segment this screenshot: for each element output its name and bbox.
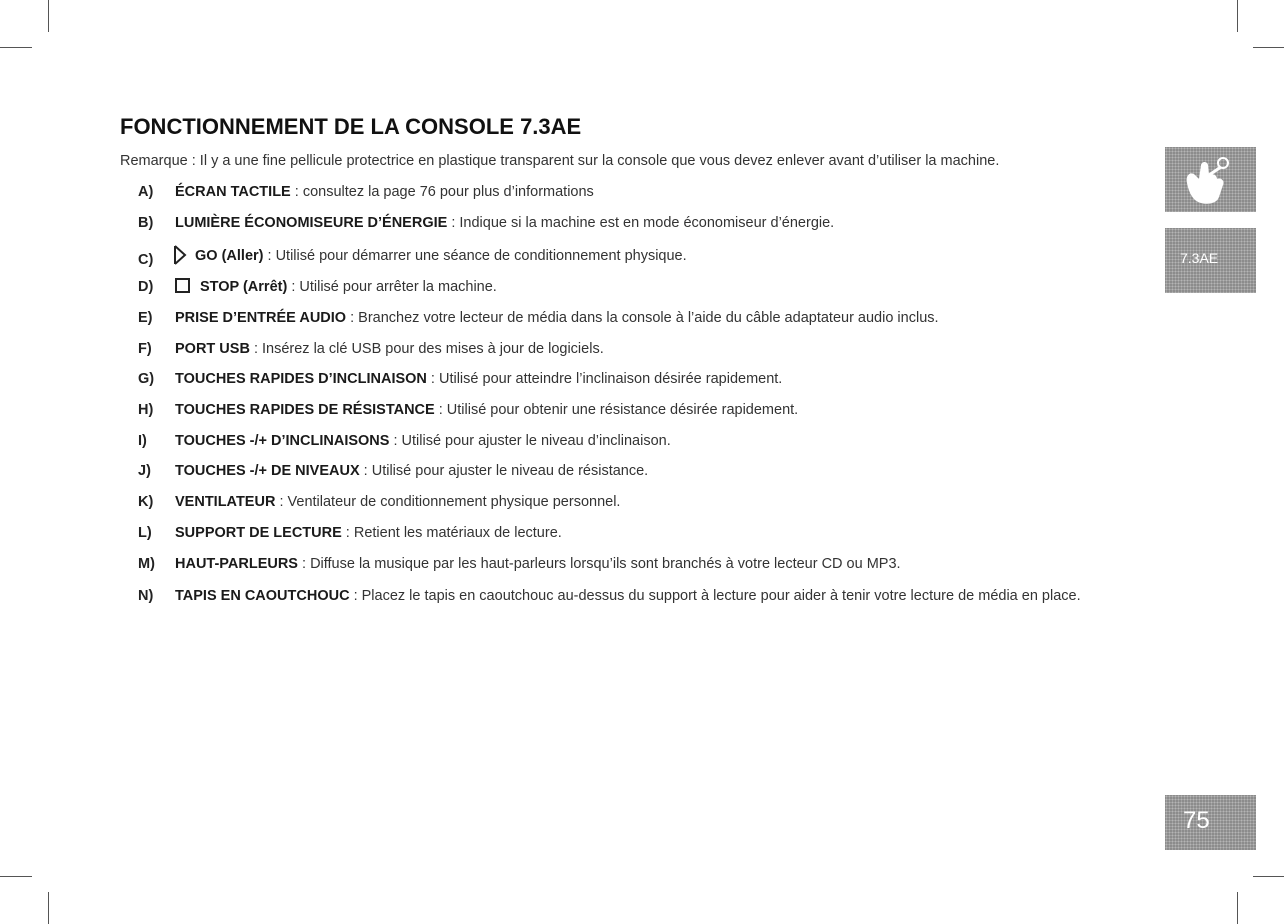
item-term: TOUCHES -/+ DE NIVEAUX [175,463,360,479]
item-term: HAUT-PARLEURS [175,556,298,572]
item-letter: H) [138,402,154,418]
item-description: : Utilisé pour arrêter la machine. [287,279,497,295]
item-term: TOUCHES RAPIDES D’INCLINAISON [175,371,427,387]
crop-mark [1237,0,1238,32]
crop-mark [48,0,49,32]
item-description: : Branchez votre lecteur de média dans la console à l’aide du câble adaptateur audio inclus. [346,310,939,326]
stop-icon [175,278,190,293]
list-item [138,306,1118,331]
item-term: VENTILATEUR [175,494,276,510]
list-item [138,180,1118,205]
item-letter: F) [138,341,152,357]
item-letter: A) [138,184,154,200]
list-item [138,275,1118,300]
touch-section-tab [1165,147,1256,212]
list-item [138,337,1118,362]
list-item [138,367,1118,392]
item-letter: E) [138,310,153,326]
crop-mark [0,876,32,877]
item-description: : Utilisé pour atteindre l’inclinaison désirée rapidement. [426,371,783,387]
item-description: : Ventilateur de conditionnement physique personnel. [275,494,621,510]
model-tab-label: 7.3AE [1180,250,1219,266]
item-description: : Diffuse la musique par les haut-parleurs lorsqu’ils sont branchés à votre lecteur CD ou MP3. [297,556,901,572]
item-term: STOP (Arrêt) [200,279,288,295]
list-item [138,211,1118,236]
list-item [138,584,1118,609]
list-item [138,398,1118,423]
item-term: SUPPORT DE LECTURE [175,525,342,541]
item-letter: G) [138,371,155,387]
item-description: : consultez la page 76 pour plus d’informations [290,184,594,200]
list-item [138,552,1118,577]
item-letter: D) [138,279,154,295]
page-number: 75 [1183,807,1210,834]
list-item [138,244,1118,269]
crop-mark [1253,876,1284,877]
remark-note: Remarque : Il y a une fine pellicule protectrice en plastique transparent sur la console que vous devez enlever avant d’utiliser la machine. [120,153,1000,169]
list-item [138,490,1118,515]
model-section-tab [1165,228,1256,293]
item-term: PRISE D’ENTRÉE AUDIO [175,310,347,326]
hand-touch-icon [1179,153,1239,207]
item-term: TOUCHES -/+ D’INCLINAISONS [175,433,390,449]
item-description: : Utilisé pour obtenir une résistance désirée rapidement. [434,402,799,418]
page-number-tab [1165,795,1256,850]
item-description: : Utilisé pour ajuster le niveau de résistance. [359,463,649,479]
item-letter: M) [138,556,155,572]
item-term: LUMIÈRE ÉCONOMISEURE D’ÉNERGIE [175,215,448,231]
item-term: ÉCRAN TACTILE [175,184,291,200]
item-term: TOUCHES RAPIDES DE RÉSISTANCE [175,402,435,418]
item-term: TAPIS EN CAOUTCHOUC [175,588,350,604]
item-letter: N) [138,588,154,604]
item-description: : Retient les matériaux de lecture. [341,525,562,541]
item-letter: C) [138,252,154,268]
play-icon [173,245,187,265]
item-term: GO (Aller) [195,248,264,264]
item-description: : Indique si la machine est en mode économiseur d’énergie. [447,215,835,231]
list-item [138,459,1118,484]
item-letter: K) [138,494,154,510]
item-term: PORT USB [175,341,250,357]
crop-mark [0,47,32,48]
item-letter: L) [138,525,152,541]
item-letter: J) [138,463,151,479]
list-item [138,429,1118,454]
crop-mark [1253,47,1284,48]
item-letter: B) [138,215,154,231]
crop-mark [48,892,49,924]
item-letter: I) [138,433,147,449]
list-item [138,521,1118,546]
item-description: : Placez le tapis en caoutchouc au-dessus du support à lecture pour aider à tenir votre lecture de média en place. [349,588,1081,604]
crop-mark [1237,892,1238,924]
item-description: : Utilisé pour démarrer une séance de conditionnement physique. [263,248,687,264]
page-title: FONCTIONNEMENT DE LA CONSOLE 7.3AE [120,114,582,139]
item-description: : Utilisé pour ajuster le niveau d’inclinaison. [389,433,671,449]
item-description: : Insérez la clé USB pour des mises à jour de logiciels. [249,341,604,357]
